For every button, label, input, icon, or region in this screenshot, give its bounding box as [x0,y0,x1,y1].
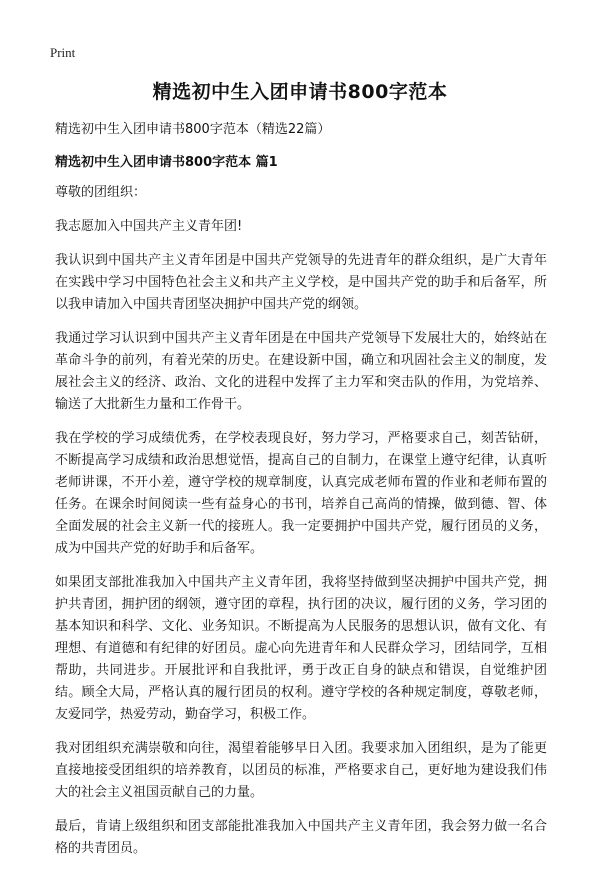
intro-line: 我志愿加入中国共产主义青年团! [55,219,243,234]
paragraph-1: 我认识到中国共产主义青年团是中国共产党领导的先进青年的群众组织，是广大青年在实践中学习中国特色社会主义和共产主义学校，是中国共产党的助手和后备军，所以我申请加入中国共青团坚决拥护中国共产党的纲领。 [55,253,547,312]
section-heading: 精选初中生入团申请书800字范本 篇1 [55,155,278,170]
document-subtitle: 精选初中生入团申请书800字范本（精选22篇） [55,122,331,137]
paragraph-5: 我对团组织充满崇敬和向往，渴望着能够早日入团。我要求加入团组织，是为了能更直接地接受团组织的培养教育，以团员的标准，严格要求自己，更好地为建设我们伟大的社会主义祖国贡献自己的力量。 [55,741,547,800]
document-title: 精选初中生入团申请书800字范本 [152,81,448,103]
paragraph-3: 我在学校的学习成绩优秀，在学校表现良好，努力学习，严格要求自己，刻苦钻研，不断提高学习成绩和政治思想觉悟，提高自己的自制力，在课堂上遵守纪律，认真听老师讲课，不开小差，遵守学校的规章制度，认真完成老师布置的作业和老师布置的任务。在课余时间阅读一些有益身心的书刊，培养自己高尚的情操，做到德、智、体全面发展的社会主义新一代的接班人。我一定要拥护中国共产党，履行团员的义务，成为中国共产党的好助手和后备军。 [55,431,547,556]
document-body [55,119,547,872]
paragraph-4: 如果团支部批准我加入中国共产主义青年团，我将坚持做到坚决拥护中国共产党，拥护共青团，拥护团的纲领，遵守团的章程，执行团的决议，履行团的义务，学习团的基本知识和科学、文化、业务知识。不断提高为人民服务的思想认识，做有文化、有理想、有道德和有纪律的好团员。虚心向先进青年和人民群众学习，团结同学，互相帮助，共同进步。开展批评和自我批评，勇于改正自身的缺点和错误，自觉维护团结。顾全大局，严格认真的履行团员的权利。遵守学校的各种规定制度，尊敬老师，友爱同学，热爱劳动，勤奋学习，积极工作。 [55,575,547,722]
paragraph-2: 我通过学习认识到中国共产主义青年团是在中国共产党领导下发展壮大的，始终站在革命斗争的前列，有着光荣的历史。在建设新中国，确立和巩固社会主义的制度，发展社会主义的经济、政治、文化的进程中发挥了主力军和突击队的作用，为党培养、输送了大批新生力量和工作骨干。 [55,331,547,412]
print-link[interactable]: Print [50,45,76,60]
paragraph-6: 最后，肯请上级组织和团支部能批准我加入中国共产主义青年团，我会努力做一名合格的共青团员。 [55,819,547,856]
greeting: 尊敬的团组织： [55,185,147,200]
